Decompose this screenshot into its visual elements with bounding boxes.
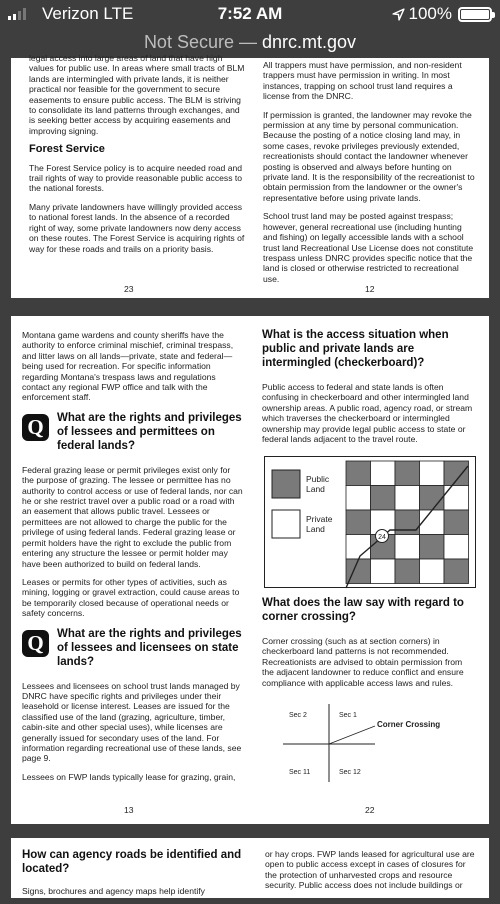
page-23 (29, 53, 245, 262)
clock: 7:52 AM (217, 4, 283, 23)
question-heading: What are the rights and privileges of lessees and licensees on state lands? (57, 627, 242, 668)
private-land-cell (420, 461, 445, 486)
question-block (22, 627, 244, 669)
url-separator: — (239, 32, 257, 52)
private-land-cell (444, 486, 469, 511)
section-heading: How can agency roads be identified and located? (22, 849, 242, 875)
checkerboard-diagram (264, 456, 476, 588)
question-icon: Q (22, 630, 49, 657)
public-land-cell (420, 535, 445, 560)
paragraph: The Forest Service policy is to acquire needed road and trail rights of way to provide reasonable public access to the national forests. (29, 162, 243, 194)
corner-crossing-diagram (277, 704, 473, 784)
public-land-cell (420, 486, 445, 511)
question-icon: Q (22, 414, 49, 441)
security-label: Not Secure (143, 32, 234, 52)
public-land-cell (371, 486, 396, 511)
public-land-swatch (272, 470, 300, 498)
page-22 (262, 328, 476, 452)
page-number: 23 (124, 284, 134, 294)
paragraph: School trust land may be posted against trespass; however, general recreational use (including hunting and fishing) on legally accessible lands with a school trust land Recreational Use License does not constitute trespass unless DNRC provides specific notice that the land is closed or otherwise restricted to recreational use. (263, 211, 474, 284)
paragraph: Many private landowners have willingly provided access to national forest lands. In the absence of a recorded right of way, some private landowners now deny access on these routes. The Forest Service is acquiring rights of way for these roads and trails on a priority basis. (29, 201, 245, 254)
paragraph: All trappers must have permission, and non-resident trappers must have permission in writing. In most instances, trapping on school trust land requires a license from the DNRC. (263, 60, 462, 102)
pdf-spread-1 (11, 53, 489, 298)
paragraph: Montana game wardens and county sheriffs have the authority to enforce criminal mischief, criminal trespass, and litter laws on all lands—private, state and federal—being used for recreation. For specific information regarding Montana's trespass laws and regulations contact any regional FWP office and talk with the enforcement staff. (22, 330, 234, 403)
public-land-cell (346, 510, 371, 535)
callout-line (329, 726, 375, 744)
page-13 (22, 330, 244, 790)
paragraph: Lessees on FWP lands typically lease for grazing, grain, (22, 771, 236, 782)
public-land-cell (346, 461, 371, 486)
battery-icon (458, 7, 492, 22)
section-heading: Forest Service (29, 143, 105, 156)
pdf-spread-3 (11, 838, 489, 898)
paragraph: Federal grazing lease or permit privileges exist only for the purpose of grazing. The lessee or permittee has no authority to control access or use of federal lands, nor can he or she restrict travel over a public road or a road with an easement that allows public travel. Lessees or permittees are not allowed to charge the public for the privilege of using federal lands. Federal grazing lease or permit holders have the right to exclude the public from entering any structure the lessee or permit holder may have been authorized to build on federal lands. (22, 464, 243, 569)
section-label: Sec 11 (289, 769, 311, 776)
question-block (22, 411, 244, 453)
legend-label: Land (306, 524, 325, 534)
page-22-lower (262, 596, 476, 696)
public-land-cell (444, 559, 469, 584)
domain-label: dnrc.mt.gov (262, 32, 357, 52)
paragraph: Public access to federal and state lands is often confusing in checkerboard and other intermingled land ownership areas. A public road, agency road, or stream which traverses the checkerboard or intermingled ownership may provide legal public access to state or federal lands adjacent to the travel route. (262, 382, 473, 445)
page-number: 12 (365, 284, 375, 294)
page-number: 13 (124, 805, 134, 815)
public-land-cell (395, 510, 420, 535)
paragraph: Corner crossing (such as at section corners) in checkerboard land patterns is not recommended. Recreationists are advised to obtain permission from the adjacent landowner to reduce conflict and ensure compliance with applicable access laws and rules. (262, 636, 464, 688)
checkerboard-grid (346, 461, 469, 584)
paragraph: If permission is granted, the landowner may revoke the permission at any time by personal communication. Because the posting of a notice closing land may, in some cases, revoke privileges previously extended, recreationists should contact the landowner whenever posting is observed and always before hunting on private land. It is the responsibility of the recreationist to obtain permission from the landowner or the owner's representative before using private lands. (263, 109, 475, 203)
page-left-partial (22, 848, 244, 904)
public-land-cell (395, 461, 420, 486)
private-land-cell (346, 535, 371, 560)
status-right (392, 4, 452, 24)
public-land-cell (395, 559, 420, 584)
page-number: 22 (365, 805, 375, 815)
private-land-cell (371, 559, 396, 584)
road-marker (376, 530, 389, 543)
page-12 (263, 60, 475, 292)
paragraph: Signs, brochures and agency maps help identify (22, 886, 205, 896)
legend-label: Public (306, 474, 330, 484)
private-land-cell (346, 486, 371, 511)
public-land-cell (444, 510, 469, 535)
battery-percent: 100% (408, 4, 452, 23)
corner-crossing-label: Corner Crossing (377, 720, 441, 729)
legend-label: Land (306, 484, 325, 494)
pdf-spread-2 (11, 316, 489, 824)
private-land-cell (395, 535, 420, 560)
question-heading: What are the rights and privileges of lessees and permittees on federal lands? (57, 411, 242, 452)
carrier-label: Verizon LTE (42, 4, 134, 23)
road-number: 24 (378, 534, 386, 541)
private-land-cell (444, 535, 469, 560)
private-land-swatch (272, 510, 300, 538)
legend-label: Private (306, 514, 333, 524)
paragraph: or hay crops. FWP lands leased for agricultural use are open to public access except in cases of closures for the protection of unharvested crops and resource security. Public access does not include buildings or (265, 849, 475, 891)
paragraph: Leases or permits for other types of activities, such as mining, logging or gravel extraction, could cause areas to be temporarily closed because of operational needs or safety concerns. (22, 576, 240, 619)
section-label: Sec 12 (339, 769, 361, 776)
private-land-cell (371, 461, 396, 486)
section-heading: What is the access situation when public and private lands are intermingled (checkerboard)? (262, 329, 449, 369)
paragraph: legal access into large areas of land that have high values for public use. In areas where small tracts of BLM lands are intermingled with private lands, it is neither practical nor feasible for the government to secure easements to ensure public access. The BLM is striving to consolidate its land patterns through exchanges, and is seeking better access by acquiring easements and improving signing. (29, 53, 245, 136)
section-heading: What does the law say with regard to corner crossing? (262, 597, 464, 623)
paragraph: Lessees and licensees on school trust lands managed by DNRC have specific rights and privileges under their leasehold or license interest. Leases are issued for the classified use of the land (grazing, agriculture, timber, cabin-site and other special uses), while licenses are generally issued for secondary uses of the land. For information regarding recreational use of these lands, see page 9. (22, 680, 242, 764)
section-label: Sec 1 (339, 712, 357, 719)
private-land-cell (420, 559, 445, 584)
page-right-partial (265, 849, 477, 899)
public-land-cell (444, 461, 469, 486)
private-land-cell (395, 486, 420, 511)
section-label: Sec 2 (289, 712, 307, 719)
location-arrow-icon (392, 8, 405, 21)
status-bar (0, 0, 500, 28)
